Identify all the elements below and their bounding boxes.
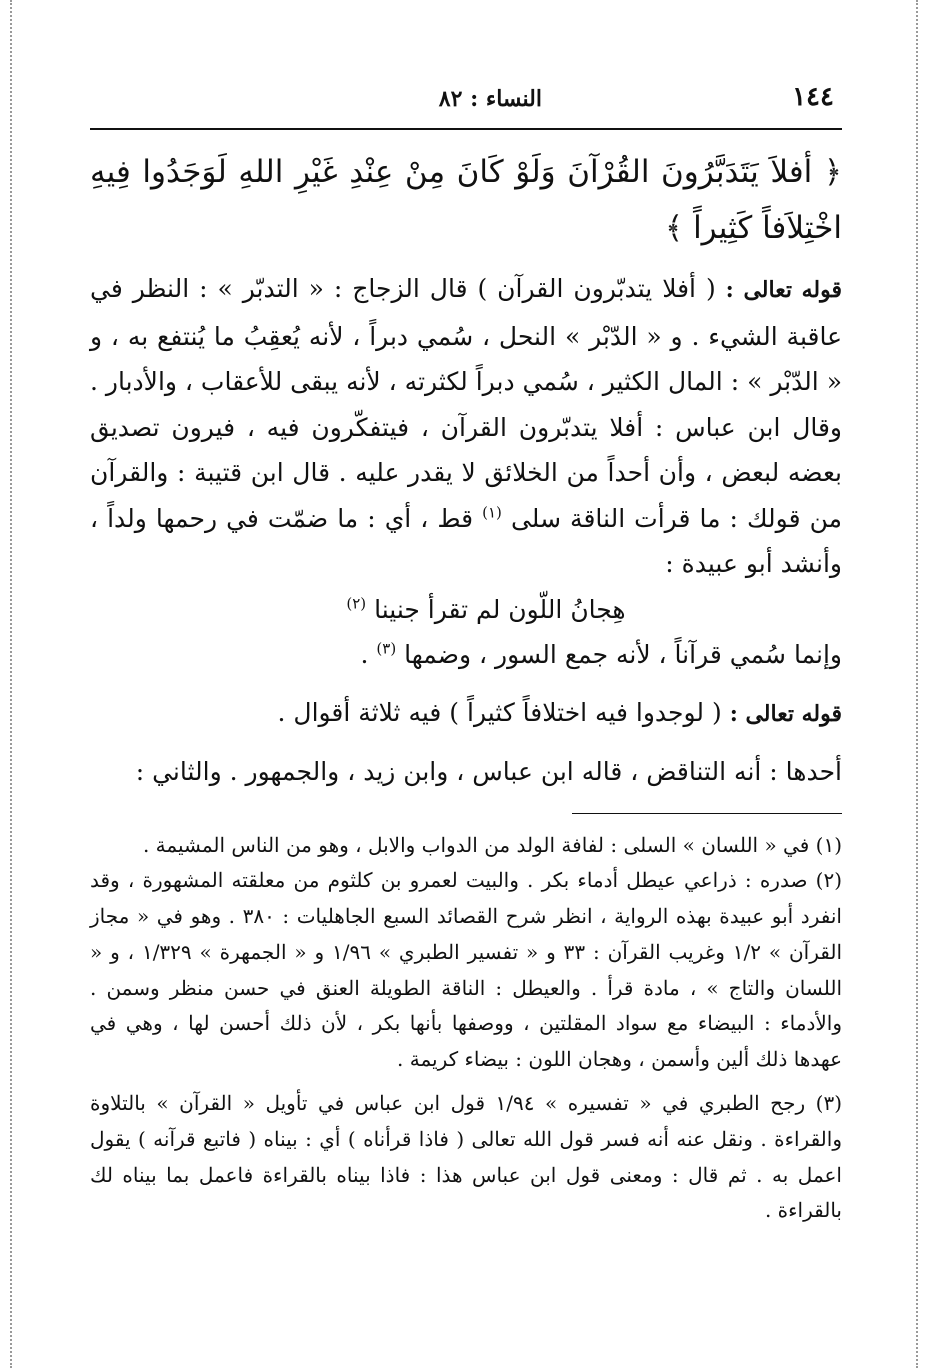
- paragraph-end: .: [360, 640, 369, 669]
- paragraph-lead: قوله تعالى :: [729, 700, 842, 727]
- paragraph-tadabbur: [90, 266, 842, 587]
- footnote-divider: [572, 813, 842, 814]
- footnote-ref-3: (٣): [376, 639, 397, 658]
- footnote-3: (٣) رجح الطبري في « تفسيره » ١/٩٤ قول ابن عباس في تأويل « القرآن » بالتلاوة والقراءة . ونقل عنه أنه فسر قول الله تعالى ( فاذا قرأناه ) أي : بيناه ( فاتبع قرآنه ) يقول اعمل به . ثم قال : ومعنى قول ابن عباس هذا : فاذا بيناه بالقراءة فاعمل بما بيناه لك بالقراءة .: [90, 1091, 842, 1223]
- paragraph-text: أحدها : أنه التناقض ، قاله ابن عباس ، وابن زيد ، والجمهور . والثاني :: [135, 757, 842, 786]
- footnotes: [90, 828, 842, 1230]
- poem-verse: [90, 587, 842, 633]
- paragraph-quran-naming: [90, 632, 842, 678]
- footnote-ref-2: (٢): [346, 594, 367, 613]
- page-header: [90, 82, 842, 130]
- paragraph-text: ( أفلا يتدبّرون القرآن ) قال الزجاج : « التدبّر » : النظر في عاقبة الشيء . و « الدّبْر » النحل ، سُمي دبراً ، لأنه يُعقِبُ ما يُنتفع به ، و « الدّبْر » : المال الكثير ، سُمي دبراً لكثرته ، لأنه يبقى للأعقاب ، والأدبار . وقال ابن عباس : أفلا يتدبّرون القرآن ، فيتفكّرون فيه ، فيرون تصديق بعضه لبعض ، وأن أحداً من الخلائق لا يقدر عليه . قال ابن قتيبة : والقرآن من قولك : ما قرأت الناقة سلى: [90, 274, 842, 533]
- quran-verse: ﴿ أفلاَ يَتَدَبَّرُونَ القُرْآنَ وَلَوْ كَانَ مِنْ عِنْدِ غَيْرِ اللهِ لَوَجَدُوا فِيهِ اخْتِلاَفاً كَثِيراً ﴾: [90, 154, 842, 246]
- poem-text: هِجانُ اللّون لم تقرأ جنينا: [374, 594, 626, 624]
- footnote-2: (٢) صدره : ذراعي عيطل أدماء بكر . والبيت لعمرو بن كلثوم من معلقته المشهورة ، وقد انفرد أبو عبيدة بهذه الرواية ، انظر شرح القصائد السبع الجاهليات : ٣٨٠ . وهو في « مجاز القرآن » ١/٢ وغريب القرآن : ٣٣ و « تفسير الطبري » ١/٩٦ و « الجمهرة » ١/٣٢٩ ، و « اللسان والتاج » ، مادة قرأ . والعيطل : الناقة الطويلة العنق في حسن منظر وسمن . والأدماء : البيضاء مع سواد المقلتين ، ووصفها بأنها بكر ، لأن ذلك أحسن لها ، وهي في عهدها ذلك ألين وأسمن ، وهجان اللون : بيضاء كريمة .: [90, 868, 842, 1072]
- commentary-body: [90, 266, 842, 795]
- left-edge-dotted-line: [10, 0, 12, 1368]
- footnote-1: (١) في « اللسان » السلى : لفافة الولد من الدواب والابل ، وهو من الناس المشيمة .: [142, 832, 842, 857]
- paragraph-lead: قوله تعالى :: [725, 277, 842, 303]
- paragraph-text: ( لوجدوا فيه اختلافاً كثيراً ) فيه ثلاثة أقوال .: [277, 697, 722, 727]
- paragraph-text-tail: قط ، أي : ما ضمّت في رحمها ولداً ، وأنشد أبو عبيدة :: [90, 503, 842, 578]
- footnote-ref-1: (١): [482, 503, 502, 522]
- running-title: النساء : ٨٢: [438, 86, 542, 112]
- paragraph-ikhtilaf: [90, 690, 842, 738]
- right-edge-dotted-line: [916, 0, 918, 1368]
- paragraph-first-opinion: [90, 749, 842, 795]
- page-number: ١٤٤: [792, 82, 834, 112]
- page: [90, 82, 842, 1229]
- paragraph-text: وإنما سُمي قرآناً ، لأنه جمع السور ، وضمها: [404, 640, 842, 669]
